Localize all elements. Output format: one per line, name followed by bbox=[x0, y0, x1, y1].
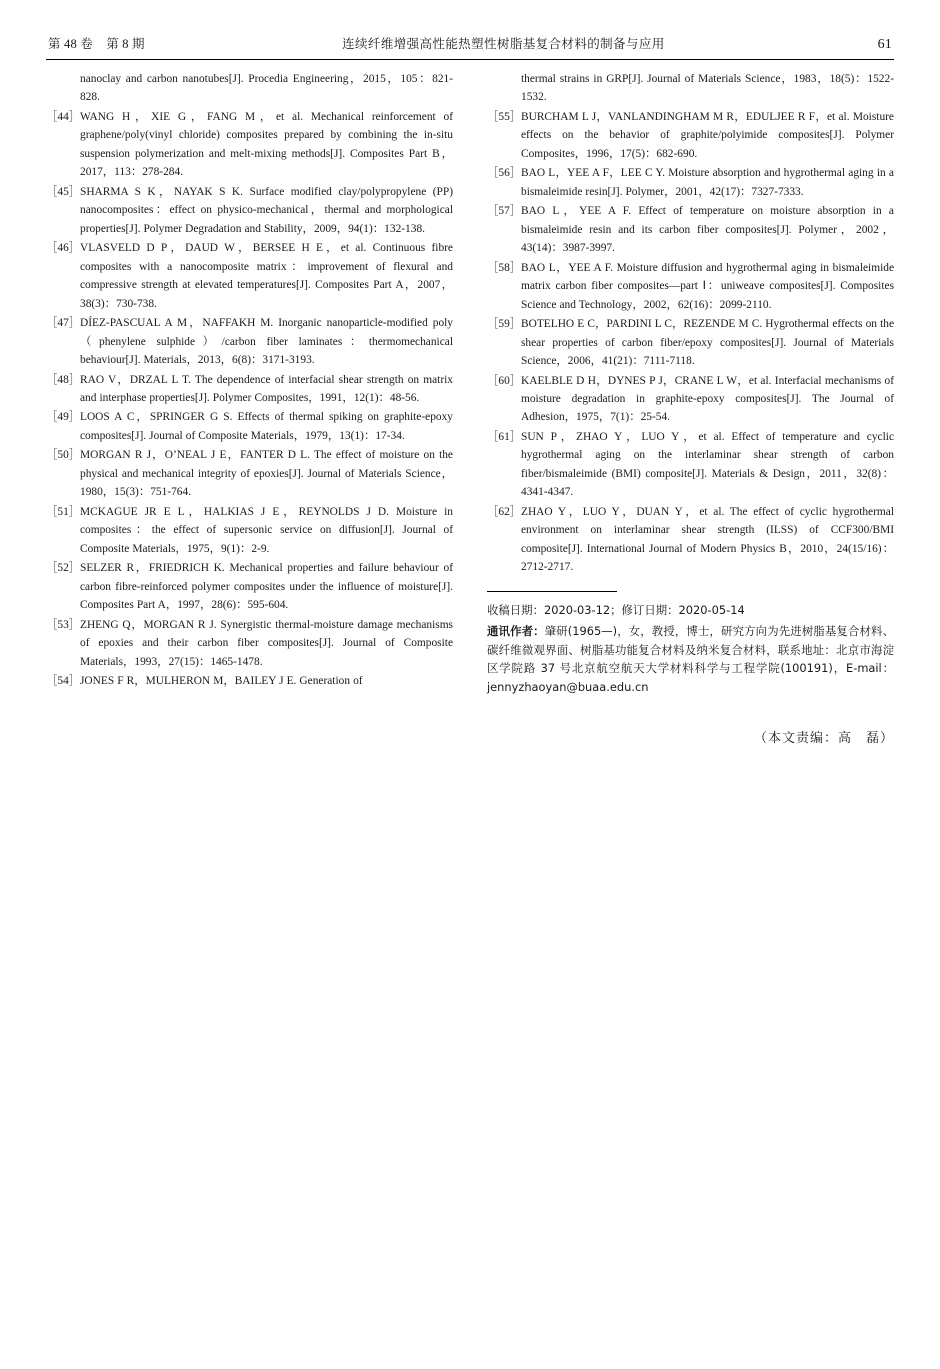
body-columns bbox=[46, 70, 894, 746]
list-item bbox=[487, 428, 894, 502]
reference-number: ［61］ bbox=[487, 430, 522, 443]
corresponding-author-label: 通讯作者： bbox=[487, 623, 545, 638]
reference-text: BURCHAM L J，VANLANDINGHAM M R，EDULJEE R F，et al. Moisture effects on the behavior of graphite/polyimide composites[J]. Polymer Composites，1996，17(5)：682-690. bbox=[521, 110, 894, 160]
reference-text: BOTELHO E C，PARDINI L C，REZENDE M C. Hygrothermal effects on the shear properties of carbon fiber/epoxy composites[J]. Journal of Materials Science，2006，41(21)：7111-7118. bbox=[521, 318, 894, 368]
reference-text: BAO L，YEE A F. Effect of temperature on moisture absorption in a bismaleimide resin and its carbon fiber composites[J]. Polymer，2002，43(14)：3987-3997. bbox=[521, 205, 894, 255]
list-item bbox=[46, 239, 453, 313]
header-rule bbox=[46, 59, 894, 60]
reference-number: ［55］ bbox=[487, 110, 522, 123]
volume-issue: 第 48 卷 第 8 期 bbox=[48, 37, 145, 51]
footnote-rule bbox=[487, 591, 617, 592]
footnote-block bbox=[487, 601, 894, 698]
reference-number: ［47］ bbox=[46, 317, 81, 330]
reference-number: ［50］ bbox=[46, 449, 81, 462]
reference-list-right bbox=[487, 70, 894, 577]
reference-text: MCKAGUE JR E L，HALKIAS J E，REYNOLDS J D. Moisture in composites：the effect of supersonic service on diffusion[J]. Journal of Composite Materials，1975，9(1)：2-9. bbox=[80, 505, 453, 555]
editor-prefix: （本文责编：高 bbox=[753, 731, 852, 747]
reference-text: RAO V，DRZAL L T. The dependence of interfacial shear strength on matrix and interphase properties[J]. Polymer Composites，1991，12(1)：48-56. bbox=[80, 373, 453, 404]
reference-number: ［52］ bbox=[46, 562, 81, 575]
reference-text: VLASVELD D P，DAUD W，BERSEE H E，et al. Continuous fibre composites with a nanocomposite matrix：improvement of flexural and compressive strength at elevated temperatures[J]. Composites Part A，2007，38(3)：730-738. bbox=[80, 242, 453, 310]
received-dates: 收稿日期：2020-03-12；修订日期：2020-05-14 bbox=[487, 602, 745, 617]
reference-number: ［59］ bbox=[487, 318, 522, 331]
list-item bbox=[46, 559, 453, 614]
reference-number: ［56］ bbox=[487, 167, 522, 180]
running-head bbox=[46, 34, 894, 59]
list-item bbox=[46, 108, 453, 182]
list-item bbox=[46, 503, 453, 558]
reference-text: DÍEZ-PASCUAL A M，NAFFAKH M. Inorganic nanoparticle-modified poly（phenylene sulphide）/carbon fiber laminates：thermomechanical behaviour[J]. Materials，2013，6(8)：3171-3193. bbox=[80, 317, 453, 367]
list-item bbox=[487, 259, 894, 314]
reference-text: MORGAN R J，O’NEAL J E，FANTER D L. The effect of moisture on the physical and mechanical integrity of epoxies[J]. Journal of Materials Science，1980，15(3)：751-764. bbox=[80, 449, 453, 499]
reference-text: LOOS A C，SPRINGER G S. Effects of thermal spiking on graphite-epoxy composites[J]. Journal of Composite Materials，1979，13(1)：17-34. bbox=[80, 411, 453, 442]
reference-list-left bbox=[46, 70, 453, 690]
editor-suffix: ） bbox=[879, 731, 894, 747]
list-item bbox=[46, 183, 453, 238]
responsible-editor bbox=[487, 727, 894, 746]
article-title: 连续纤维增强高性能热塑性树脂基复合材料的制备与应用 bbox=[342, 36, 665, 51]
reference-number: ［44］ bbox=[46, 110, 81, 123]
list-item bbox=[46, 446, 453, 501]
reference-text: ZHENG Q，MORGAN R J. Synergistic thermal-moisture damage mechanisms of epoxies and their carbon fiber composites[J]. Journal of Composite Materials，1993，27(15)：1465-1478. bbox=[80, 618, 453, 668]
reference-text: BAO L，YEE A F. Moisture diffusion and hygrothermal aging in bismaleimide matrix carbon fiber composites—part Ⅰ：uniweave composites[J]. Composites Science and Technology，2002，62(16)：2099-2110. bbox=[521, 261, 894, 311]
list-item bbox=[487, 503, 894, 577]
reference-text: ZHAO Y，LUO Y，DUAN Y，et al. The effect of cyclic hygrothermal environment on interlaminar shear strength (ILSS) of CCF300/BMI composite[J]. International Journal of Modern Physics B，2010，24(15/16)：2712-2717. bbox=[521, 505, 894, 574]
list-item bbox=[487, 202, 894, 257]
page-number: 61 bbox=[877, 37, 892, 52]
reference-text: WANG H，XIE G，FANG M，et al. Mechanical reinforcement of graphene/poly(vinyl chloride) composites prepared by combining the in-situ suspension polymerization and melt-mixing methods[J]. Composites Part B，2017，113：278-284. bbox=[80, 110, 453, 179]
corresponding-author-text: 肇研(1965—)，女，教授，博士，研究方向为先进树脂基复合材料、碳纤维微观界面、树脂基功能复合材料及纳米复合材料，联系地址：北京市海淀区学院路 37 号北京航空航天大学材料科学与工程学院(100191)，E-mail：jennyzhaoyan@buaa.edu.cn bbox=[487, 623, 894, 695]
list-item bbox=[46, 616, 453, 671]
right-column bbox=[487, 70, 894, 746]
list-item bbox=[487, 372, 894, 427]
list-item bbox=[487, 164, 894, 201]
reference-text: SELZER R，FRIEDRICH K. Mechanical properties and failure behaviour of carbon fibre-reinforced polymer composites under the influence of moisture[J]. Composites Part A，1997，28(6)：595-604. bbox=[80, 562, 453, 612]
reference-number: ［53］ bbox=[46, 618, 81, 631]
reference-text: nanoclay and carbon nanotubes[J]. Procedia Engineering，2015，105：821-828. bbox=[80, 73, 453, 104]
reference-text: SHARMA S K，NAYAK S K. Surface modified clay/polypropylene (PP) nanocomposites：effect on physico-mechanical，thermal and morphological properties[J]. Polymer Degradation and Stability，2009，94(1)：132-138. bbox=[80, 185, 453, 235]
reference-text: thermal strains in GRP[J]. Journal of Materials Science，1983，18(5)：1522-1532. bbox=[521, 73, 894, 104]
reference-number: ［51］ bbox=[46, 505, 81, 518]
reference-text: BAO L，YEE A F，LEE C Y. Moisture absorption and hygrothermal aging in a bismaleimide resin[J]. Polymer，2001，42(17)：7327-7333. bbox=[521, 167, 894, 198]
reference-text: JONES F R，MULHERON M，BAILEY J E. Generation of bbox=[80, 675, 363, 687]
list-item bbox=[487, 108, 894, 163]
reference-number: ［60］ bbox=[487, 374, 522, 387]
reference-text: SUN P，ZHAO Y，LUO Y，et al. Effect of temperature and cyclic hygrothermal aging on the interlaminar shear strength of carbon fiber/bismaleimide (BMI) composite[J]. Materials & Design，2011，32(8)：4341-4347. bbox=[521, 430, 894, 499]
list-item bbox=[46, 371, 453, 408]
reference-number: ［49］ bbox=[46, 411, 81, 424]
reference-number: ［57］ bbox=[487, 205, 522, 218]
reference-text: KAELBLE D H，DYNES P J，CRANE L W，et al. Interfacial mechanisms of moisture degradation in graphite-epoxy composites[J]. The Journal of Adhesion，1975，7(1)：25-54. bbox=[521, 374, 894, 424]
list-item bbox=[46, 314, 453, 369]
reference-number: ［62］ bbox=[487, 505, 522, 518]
reference-number: ［54］ bbox=[46, 675, 81, 687]
corresponding-author bbox=[487, 622, 894, 698]
editor-name: 磊 bbox=[865, 731, 880, 747]
reference-number: ［46］ bbox=[46, 242, 81, 255]
list-item bbox=[46, 408, 453, 445]
list-item bbox=[487, 70, 894, 107]
list-item bbox=[46, 70, 453, 107]
reference-number: ［45］ bbox=[46, 185, 81, 198]
list-item bbox=[487, 315, 894, 370]
list-item bbox=[46, 672, 453, 690]
left-column bbox=[46, 70, 453, 691]
reference-number: ［48］ bbox=[46, 373, 81, 386]
reference-number: ［58］ bbox=[487, 261, 522, 274]
